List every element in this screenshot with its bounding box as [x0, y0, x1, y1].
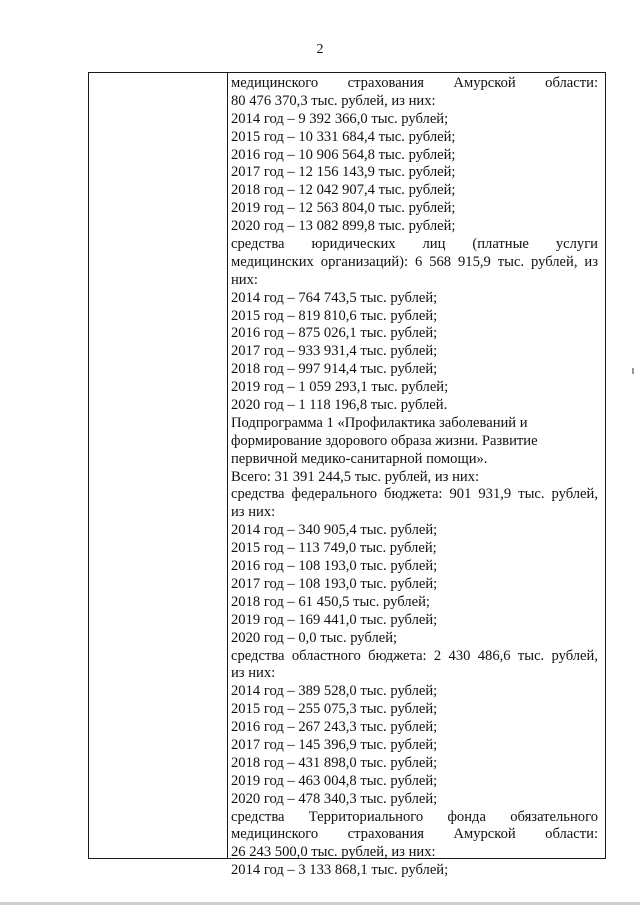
text-line: 2014 год – 389 528,0 тыс. рублей; [231, 683, 438, 700]
text-line: из них: [231, 665, 276, 682]
text-line: 2019 год – 169 441,0 тыс. рублей; [231, 611, 438, 628]
text-line: 2016 год – 875 026,1 тыс. рублей; [231, 325, 438, 342]
text-line: 2020 год – 1 118 196,8 тыс. рублей. [231, 397, 448, 414]
text-line: 2018 год – 61 450,5 тыс. рублей; [231, 593, 430, 610]
text-line: 2015 год – 113 749,0 тыс. рублей; [231, 540, 437, 557]
financing-text-cell [231, 75, 598, 880]
text-line: 2014 год – 764 743,5 тыс. рублей; [231, 289, 438, 306]
text-line: них: [231, 271, 258, 288]
text-line: 2018 год – 12 042 907,4 тыс. рублей; [231, 182, 456, 199]
text-line: 2019 год – 463 004,8 тыс. рублей; [231, 772, 438, 789]
page-number: 2 [316, 42, 324, 57]
text-line: 2016 год – 108 193,0 тыс. рублей; [231, 558, 438, 575]
text-line: 2018 год – 997 914,4 тыс. рублей; [231, 361, 438, 378]
text-line: 2014 год – 3 133 868,1 тыс. рублей; [231, 862, 449, 879]
text-line: медицинского страхования Амурской области: [231, 75, 598, 91]
text-line: первичной медико-санитарной помощи». [231, 450, 488, 467]
scan-artifact [632, 368, 634, 374]
text-line: 2015 год – 255 075,3 тыс. рублей; [231, 701, 438, 718]
text-line: 2015 год – 10 331 684,4 тыс. рублей; [231, 128, 456, 145]
text-line: 2018 год – 431 898,0 тыс. рублей; [231, 754, 438, 771]
text-line: 2020 год – 0,0 тыс. рублей; [231, 629, 398, 646]
text-line: 26 243 500,0 тыс. рублей, из них: [231, 844, 436, 861]
text-line: средства областного бюджета: 2 430 486,6 тыс. рублей, [231, 647, 598, 664]
text-line: формирование здорового образа жизни. Развитие [231, 432, 538, 449]
text-line: средства Территориального фонда обязательного [231, 808, 598, 825]
text-line: 2020 год – 13 082 899,8 тыс. рублей; [231, 218, 456, 235]
text-line: 2014 год – 9 392 366,0 тыс. рублей; [231, 110, 449, 127]
text-line: средства юридических лиц (платные услуги [231, 236, 598, 253]
text-line: средства федерального бюджета: 901 931,9 тыс. рублей, [231, 486, 598, 503]
text-line: Всего: 31 391 244,5 тыс. рублей, из них: [231, 468, 480, 485]
text-line: 2016 год – 267 243,3 тыс. рублей; [231, 719, 438, 736]
text-line: 2017 год – 12 156 143,9 тыс. рублей; [231, 164, 456, 181]
text-line: 2016 год – 10 906 564,8 тыс. рублей; [231, 146, 456, 163]
column-divider [227, 73, 228, 859]
text-line: 2015 год – 819 810,6 тыс. рублей; [231, 307, 438, 324]
page-cut-line [89, 858, 605, 859]
text-line: 2019 год – 12 563 804,0 тыс. рублей; [231, 200, 456, 217]
text-line: из них: [231, 504, 276, 521]
text-line: 2020 год – 478 340,3 тыс. рублей; [231, 790, 438, 807]
text-line: 2014 год – 340 905,4 тыс. рублей; [231, 522, 438, 539]
text-line: медицинских организаций): 6 568 915,9 тыс. рублей, из [231, 253, 598, 270]
text-line: 2017 год – 108 193,0 тыс. рублей; [231, 575, 438, 592]
text-line: 2017 год – 933 931,4 тыс. рублей; [231, 343, 438, 360]
text-line: медицинского страхования Амурской области: [231, 826, 598, 843]
financing-table [88, 72, 606, 879]
text-line: 2019 год – 1 059 293,1 тыс. рублей; [231, 379, 449, 396]
text-line: 80 476 370,3 тыс. рублей, из них: [231, 92, 436, 109]
text-line: Подпрограмма 1 «Профилактика заболеваний и [231, 414, 528, 431]
text-line: 2017 год – 145 396,9 тыс. рублей; [231, 736, 438, 753]
